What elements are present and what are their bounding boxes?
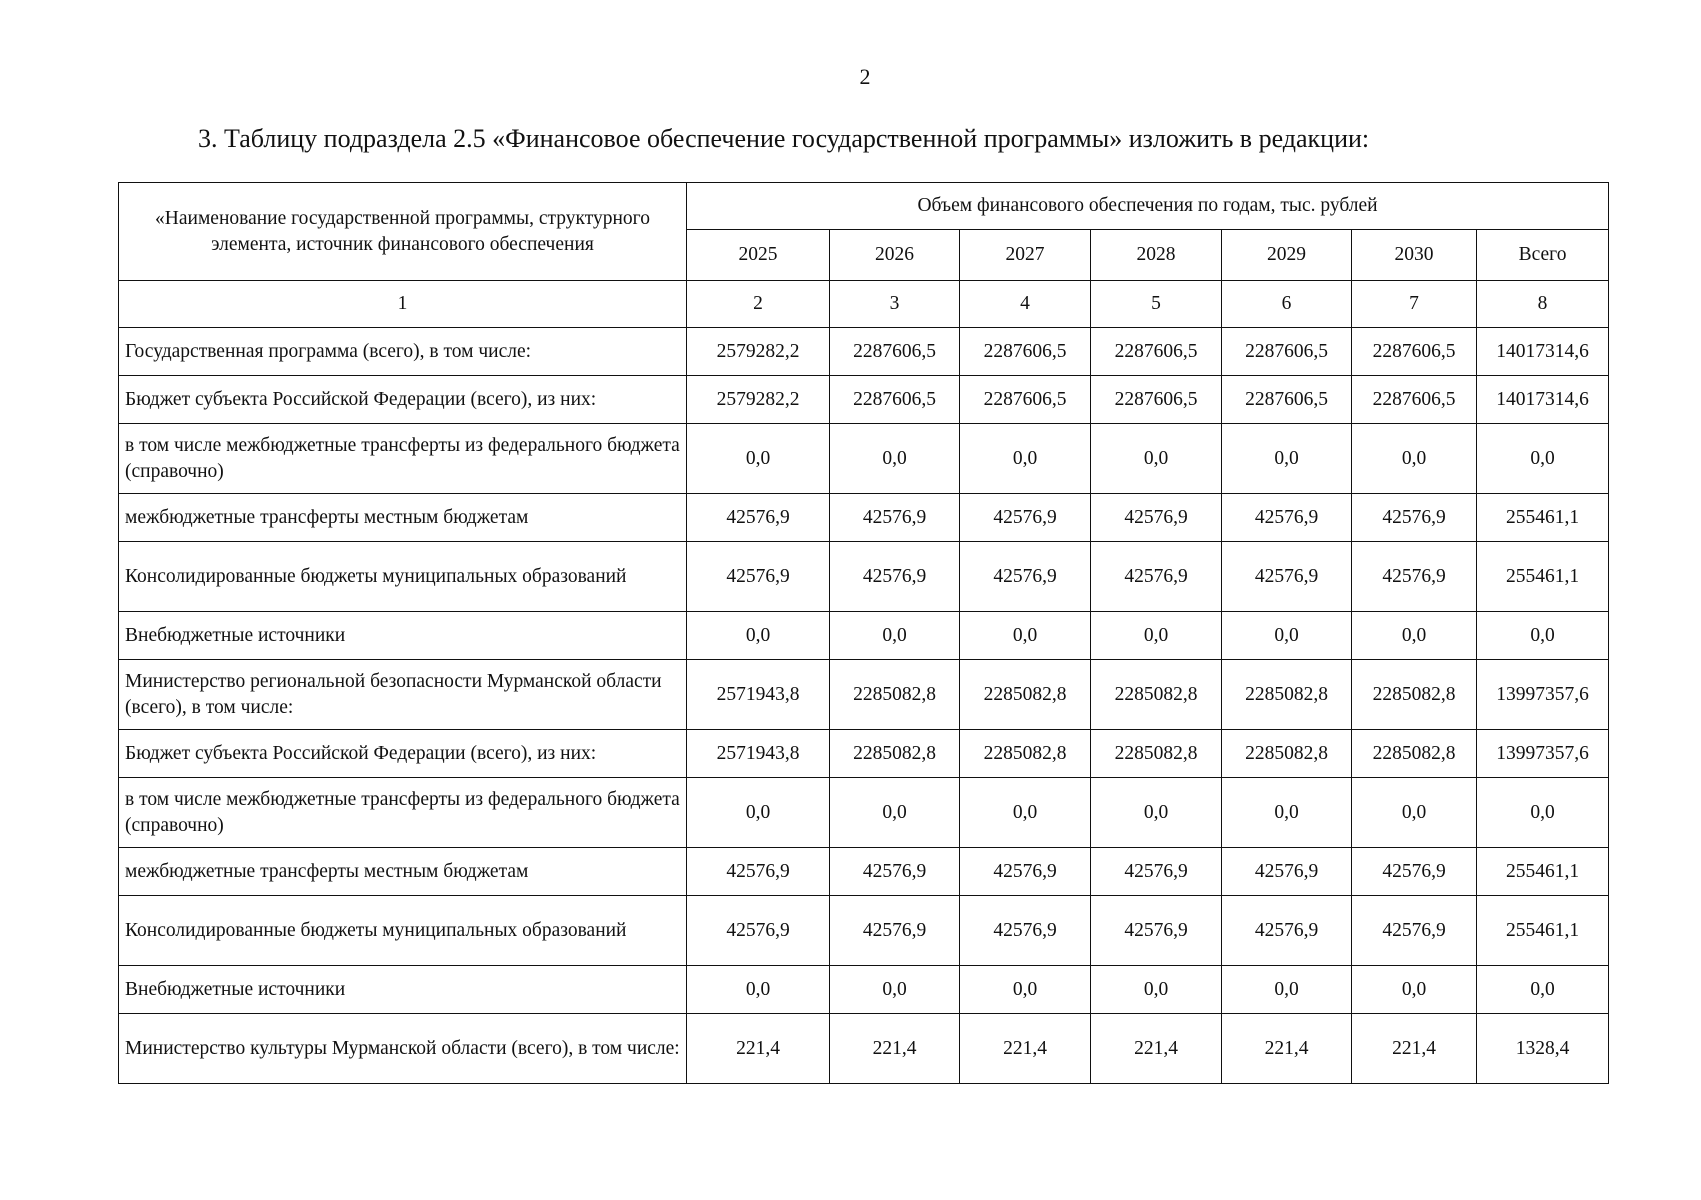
row-name: Внебюджетные источники — [119, 612, 687, 660]
year-value: 42576,9 — [1352, 848, 1477, 896]
year-value: 2285082,8 — [960, 660, 1091, 730]
year-value: 2571943,8 — [687, 660, 830, 730]
year-value: 221,4 — [687, 1014, 830, 1084]
table-row — [119, 896, 1609, 966]
year-value: 0,0 — [830, 778, 960, 848]
year-value: 2285082,8 — [960, 730, 1091, 778]
year-value: 0,0 — [1091, 966, 1222, 1014]
year-header: 2025 — [687, 230, 830, 281]
year-value: 0,0 — [1222, 966, 1352, 1014]
table-row — [119, 730, 1609, 778]
year-header: 2026 — [830, 230, 960, 281]
table-row — [119, 1014, 1609, 1084]
column-index: 8 — [1477, 281, 1609, 328]
row-name: межбюджетные трансферты местным бюджетам — [119, 494, 687, 542]
year-value: 0,0 — [1352, 778, 1477, 848]
year-value: 0,0 — [1222, 424, 1352, 494]
year-value: 2285082,8 — [830, 660, 960, 730]
total-value: 0,0 — [1477, 612, 1609, 660]
page-number: 2 — [859, 64, 871, 89]
row-name: Бюджет субъекта Российской Федерации (всего), из них: — [119, 376, 687, 424]
year-value: 42576,9 — [687, 542, 830, 612]
year-value: 0,0 — [960, 612, 1091, 660]
year-value: 42576,9 — [1352, 542, 1477, 612]
year-value: 2285082,8 — [1352, 730, 1477, 778]
year-value: 42576,9 — [687, 848, 830, 896]
column-index: 4 — [960, 281, 1091, 328]
year-value: 2579282,2 — [687, 376, 830, 424]
year-value: 42576,9 — [960, 542, 1091, 612]
year-value: 0,0 — [1222, 612, 1352, 660]
year-value: 2287606,5 — [1222, 376, 1352, 424]
table-row — [119, 848, 1609, 896]
table-row — [119, 660, 1609, 730]
year-value: 0,0 — [830, 612, 960, 660]
year-value: 0,0 — [687, 424, 830, 494]
row-name: Государственная программа (всего), в том числе: — [119, 328, 687, 376]
paragraph-heading: 3. Таблицу подраздела 2.5 «Финансовое обеспечение государственной программы» изложить в редакции: — [198, 124, 1370, 153]
name-column-header: «Наименование государственной программы, структурного элемента, источник финансового обеспечения — [119, 183, 687, 281]
column-index: 7 — [1352, 281, 1477, 328]
total-value: 255461,1 — [1477, 494, 1609, 542]
year-value: 2287606,5 — [1352, 376, 1477, 424]
year-value: 42576,9 — [1091, 848, 1222, 896]
year-value: 0,0 — [960, 424, 1091, 494]
total-value: 14017314,6 — [1477, 328, 1609, 376]
total-value: 255461,1 — [1477, 896, 1609, 966]
column-index: 3 — [830, 281, 960, 328]
row-name: Министерство региональной безопасности Мурманской области (всего), в том числе: — [119, 660, 687, 730]
year-header: 2028 — [1091, 230, 1222, 281]
row-name: Консолидированные бюджеты муниципальных образований — [119, 896, 687, 966]
year-value: 42576,9 — [830, 542, 960, 612]
year-value: 0,0 — [1091, 612, 1222, 660]
column-index: 6 — [1222, 281, 1352, 328]
year-value: 0,0 — [687, 778, 830, 848]
year-value: 2285082,8 — [830, 730, 960, 778]
total-value: 255461,1 — [1477, 848, 1609, 896]
year-value: 221,4 — [960, 1014, 1091, 1084]
total-value: 0,0 — [1477, 966, 1609, 1014]
year-value: 0,0 — [1091, 778, 1222, 848]
total-value: 13997357,6 — [1477, 660, 1609, 730]
year-value: 0,0 — [1352, 966, 1477, 1014]
year-value: 0,0 — [1352, 612, 1477, 660]
year-value: 2285082,8 — [1222, 660, 1352, 730]
financing-table — [118, 182, 1609, 1084]
row-name: Внебюджетные источники — [119, 966, 687, 1014]
year-value: 0,0 — [830, 966, 960, 1014]
year-value: 42576,9 — [960, 494, 1091, 542]
row-name: в том числе межбюджетные трансферты из федерального бюджета (справочно) — [119, 424, 687, 494]
year-value: 42576,9 — [1352, 896, 1477, 966]
year-header: 2029 — [1222, 230, 1352, 281]
year-value: 2287606,5 — [1091, 376, 1222, 424]
year-value: 42576,9 — [687, 896, 830, 966]
year-value: 2285082,8 — [1352, 660, 1477, 730]
table-row — [119, 328, 1609, 376]
total-value: 255461,1 — [1477, 542, 1609, 612]
year-value: 221,4 — [1222, 1014, 1352, 1084]
year-value: 2285082,8 — [1222, 730, 1352, 778]
year-value: 2579282,2 — [687, 328, 830, 376]
year-value: 0,0 — [830, 424, 960, 494]
table-row — [119, 612, 1609, 660]
year-value: 2287606,5 — [960, 376, 1091, 424]
table-row — [119, 778, 1609, 848]
year-value: 0,0 — [960, 966, 1091, 1014]
financing-group-header: Объем финансового обеспечения по годам, тыс. рублей — [687, 183, 1609, 230]
year-value: 42576,9 — [687, 494, 830, 542]
column-index: 1 — [119, 281, 687, 328]
column-index: 5 — [1091, 281, 1222, 328]
year-value: 42576,9 — [1222, 494, 1352, 542]
column-index: 2 — [687, 281, 830, 328]
year-value: 221,4 — [1091, 1014, 1222, 1084]
year-value: 42576,9 — [1222, 848, 1352, 896]
year-value: 42576,9 — [1091, 896, 1222, 966]
year-value: 42576,9 — [1091, 542, 1222, 612]
year-value: 2287606,5 — [1091, 328, 1222, 376]
total-value: 0,0 — [1477, 424, 1609, 494]
total-header: Всего — [1477, 230, 1609, 281]
total-value: 1328,4 — [1477, 1014, 1609, 1084]
year-value: 42576,9 — [830, 848, 960, 896]
year-value: 0,0 — [1352, 424, 1477, 494]
row-name: Бюджет субъекта Российской Федерации (всего), из них: — [119, 730, 687, 778]
year-value: 2287606,5 — [1222, 328, 1352, 376]
year-value: 2287606,5 — [1352, 328, 1477, 376]
table-row — [119, 494, 1609, 542]
year-value: 221,4 — [1352, 1014, 1477, 1084]
year-value: 42576,9 — [1352, 494, 1477, 542]
year-value: 2287606,5 — [960, 328, 1091, 376]
total-value: 14017314,6 — [1477, 376, 1609, 424]
year-value: 2285082,8 — [1091, 730, 1222, 778]
row-name: Министерство культуры Мурманской области (всего), в том числе: — [119, 1014, 687, 1084]
year-header: 2027 — [960, 230, 1091, 281]
year-value: 0,0 — [960, 778, 1091, 848]
year-value: 42576,9 — [830, 494, 960, 542]
year-value: 42576,9 — [830, 896, 960, 966]
table-row — [119, 424, 1609, 494]
year-value: 0,0 — [687, 612, 830, 660]
year-value: 0,0 — [1222, 778, 1352, 848]
year-value: 2285082,8 — [1091, 660, 1222, 730]
total-value: 0,0 — [1477, 778, 1609, 848]
row-name: межбюджетные трансферты местным бюджетам — [119, 848, 687, 896]
year-value: 42576,9 — [1091, 494, 1222, 542]
table-row — [119, 542, 1609, 612]
year-value: 2571943,8 — [687, 730, 830, 778]
year-value: 221,4 — [830, 1014, 960, 1084]
table-row — [119, 966, 1609, 1014]
year-value: 42576,9 — [960, 896, 1091, 966]
year-value: 2287606,5 — [830, 376, 960, 424]
table-row — [119, 376, 1609, 424]
year-value: 0,0 — [1091, 424, 1222, 494]
year-value: 2287606,5 — [830, 328, 960, 376]
year-value: 42576,9 — [1222, 896, 1352, 966]
year-value: 42576,9 — [960, 848, 1091, 896]
row-name: в том числе межбюджетные трансферты из федерального бюджета (справочно) — [119, 778, 687, 848]
year-value: 0,0 — [687, 966, 830, 1014]
row-name: Консолидированные бюджеты муниципальных образований — [119, 542, 687, 612]
year-header: 2030 — [1352, 230, 1477, 281]
total-value: 13997357,6 — [1477, 730, 1609, 778]
year-value: 42576,9 — [1222, 542, 1352, 612]
